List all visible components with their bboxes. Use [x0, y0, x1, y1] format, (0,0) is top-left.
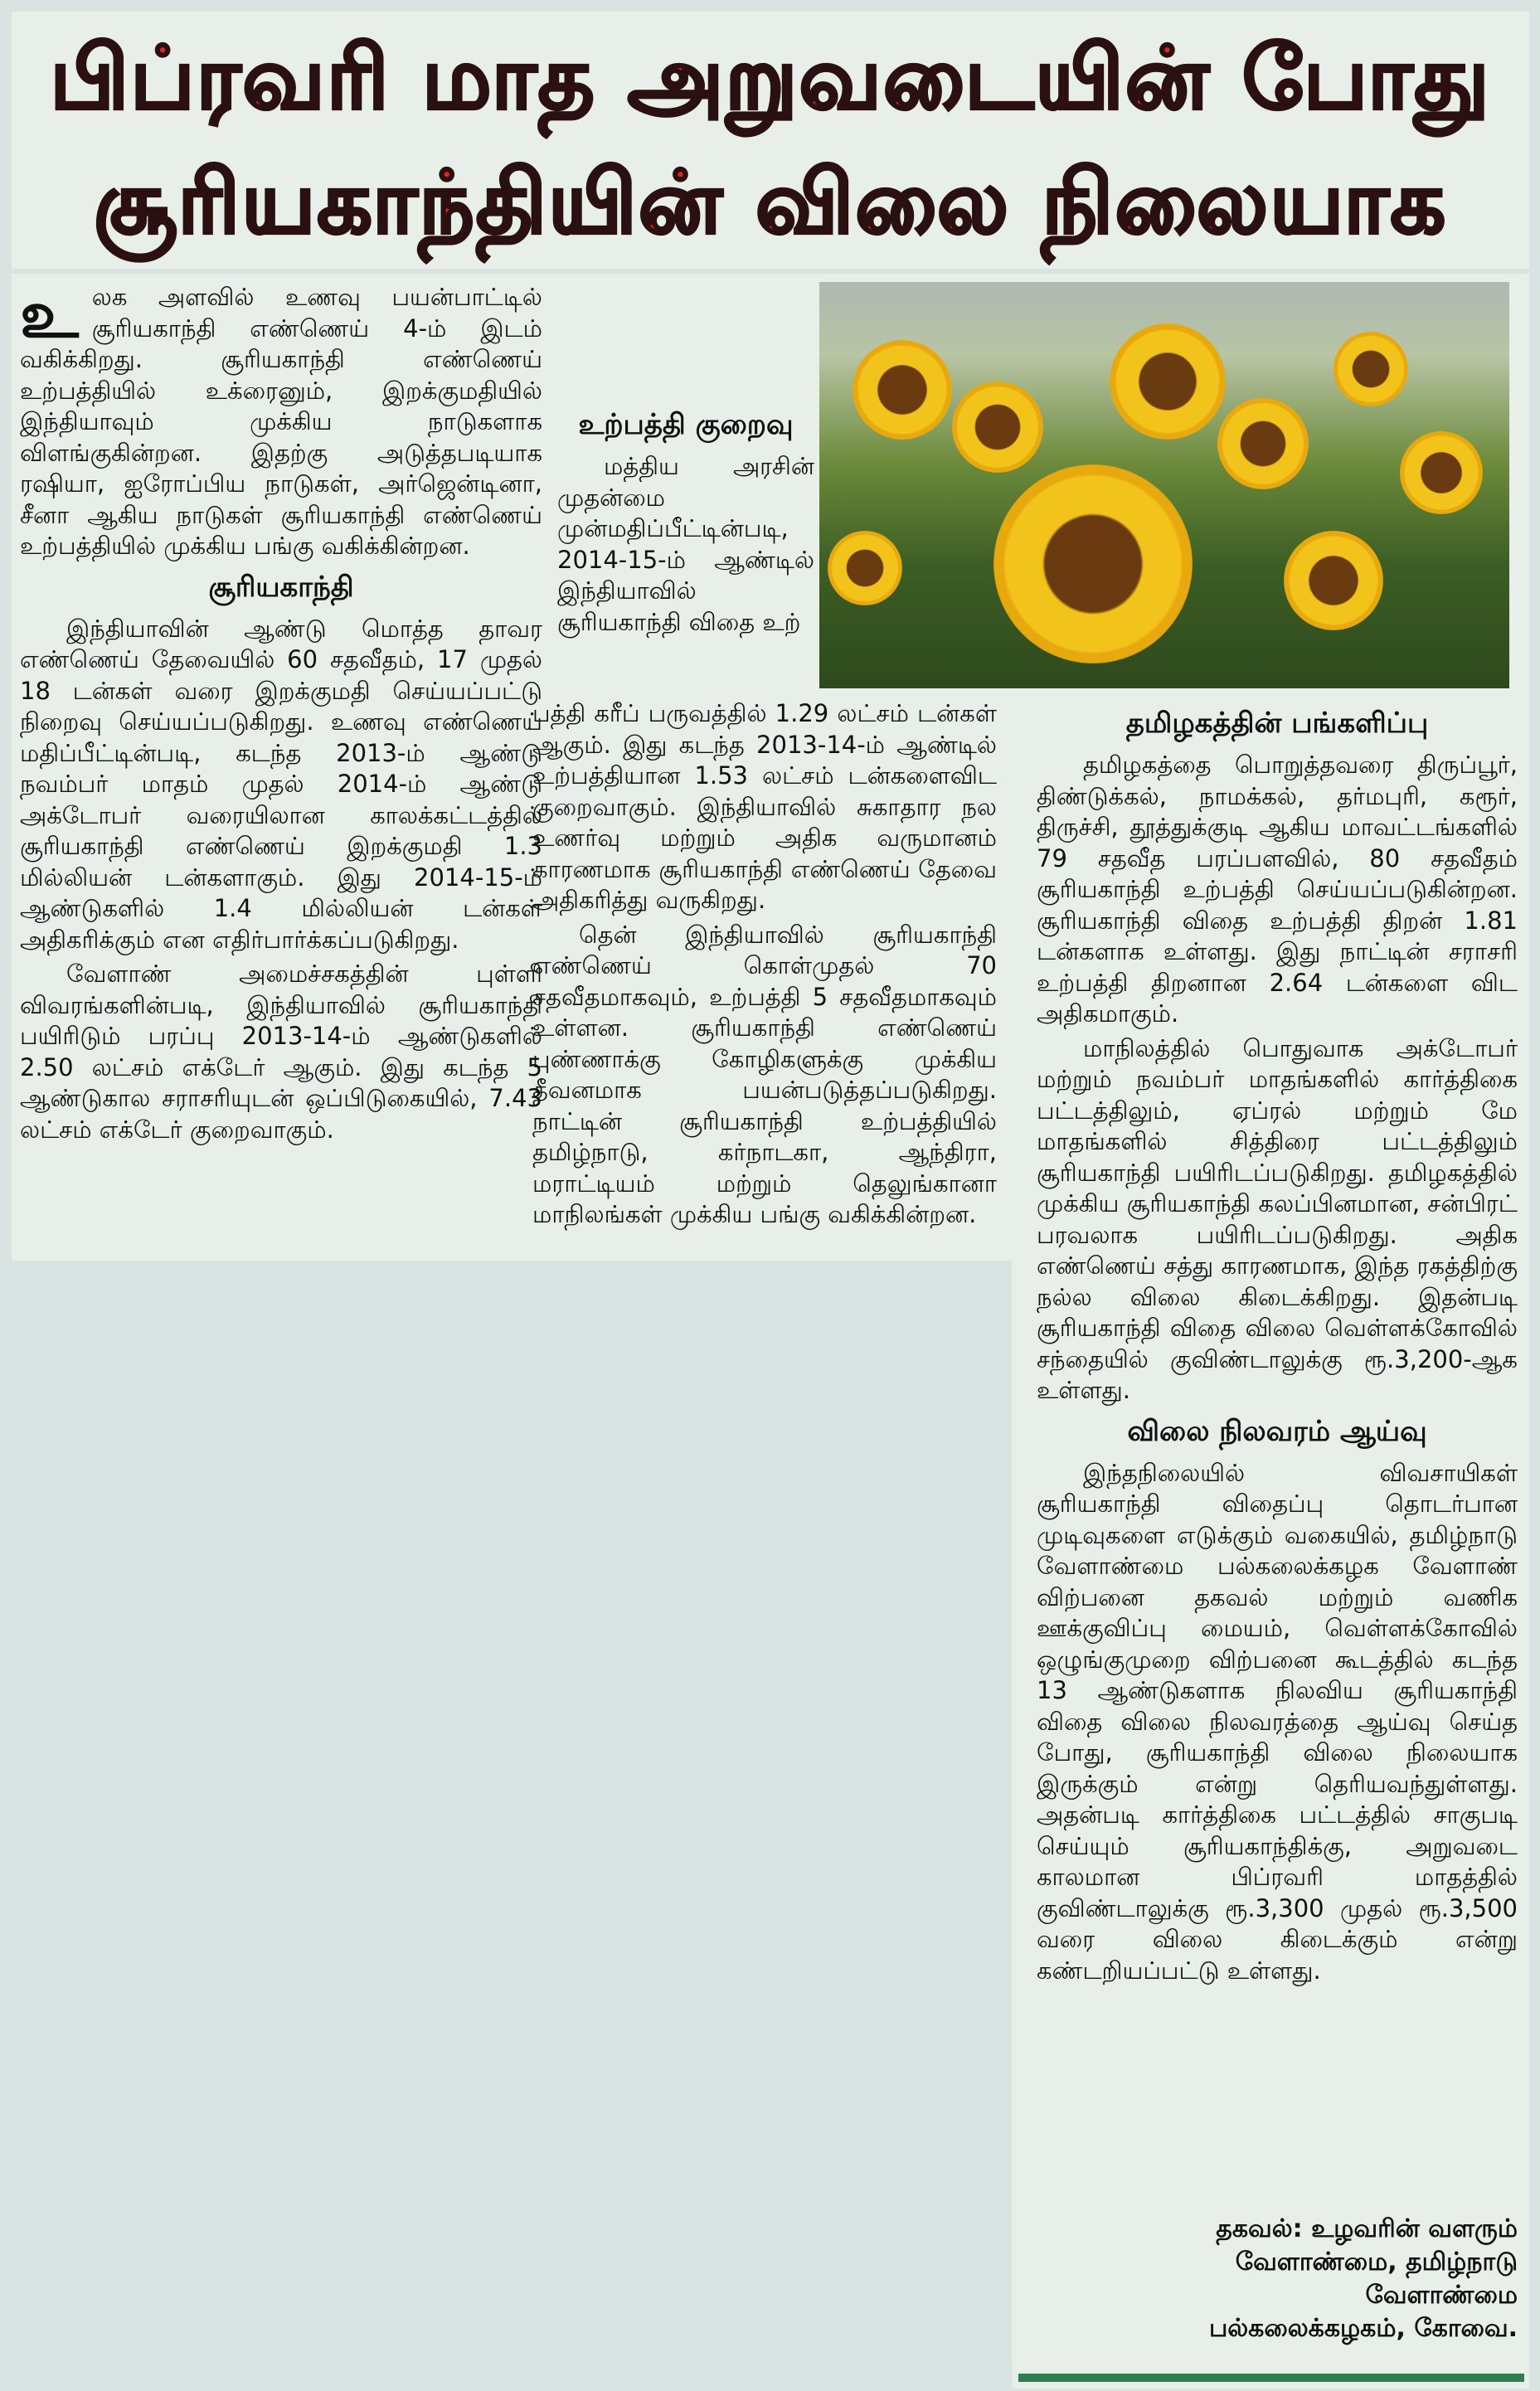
column-2-lower: [532, 698, 997, 1234]
headline-block: [12, 12, 1529, 269]
credit-line: வேளாண்மை, தமிழ்நாடு வேளாண்மை: [1235, 2248, 1518, 2310]
sunflower-field-photo: [819, 282, 1509, 688]
subheading-sunflower: சூரியகாந்தி: [208, 570, 354, 604]
column-1: [20, 278, 542, 1261]
sunflower-icon: [828, 531, 902, 605]
paragraph: மத்திய அரசின் முதன்மை முன்மதிப்பீட்டின்படி, 2014-15-ம் ஆண்டில் இந்தியாவில் சூரியகாந்தி விதை உற்: [557, 452, 814, 636]
credit-line: தகவல்: உழவரின் வளரும்: [1216, 2214, 1518, 2243]
sunflower-icon: [1334, 332, 1408, 406]
headline-line-1: பிப்ரவரி மாத அறுவடையின் போது: [50, 27, 1491, 129]
paragraph: வேளாண் அமைச்சகத்தின் புள்ளி விவரங்களின்படி, இந்தியாவில் சூரியகாந்தி பயிரிடும் பரப்பு 2013-14-ம் ஆண்டுகளில் 2.50 லட்சம் எக்டேர் ஆகும். இது கடந்த 5 ஆண்டுகால சராசரியுடன் ஒப்பிடுகையில், 7.43 லட்சம் எக்டேர் குறைவாகும்.: [20, 960, 542, 1144]
credit-line: பல்கலைக்கழகம், கோவை.: [1208, 2314, 1518, 2343]
headline-line-2: சூரியகாந்தியின் விலை நிலையாக: [93, 152, 1448, 253]
column-3: [1037, 698, 1518, 2241]
subheading-production-decline: உற்பத்தி குறைவு: [578, 408, 794, 441]
sunflower-icon: [1400, 431, 1483, 514]
subheading-price-study: விலை நிலவரம் ஆய்வு: [1127, 1414, 1427, 1448]
paragraph: பத்தி கரீப் பருவத்தில் 1.29 லட்சம் டன்கள் ஆகும். இது கடந்த 2013-14-ம் ஆண்டில் உற்பத்தியான 1.53 லட்சம் டன்களைவிட குறைவாகும். இந்தியாவில் சுகாதார நல உணர்வு மற்றும் அதிக வருமானம் காரணமாக சூரியகாந்தி எண்ணெய் தேவை அதிகரித்து வருகிறது.: [532, 699, 997, 914]
intro-text: லக அளவில் உணவு பயன்பாட்டில் சூரியகாந்தி எண்ணெய் 4-ம் இடம் வகிக்கிறது. சூரியகாந்தி எண்ணெய் உற்பத்தியில் உக்ரைனும், இறக்குமதியில் இந்தியாவும் முக்கிய நாடுகளாக விளங்குகின்றன. இதற்கு அடுத்தபடியாக ரஷியா, ஐரோப்பிய நாடுகள், அர்ஜென்டினா, சீனா ஆகிய நாடுகள் சூரியகாந்தி எண்ணெய் உற்பத்தியில் முக்கிய பங்கு வகிக்கின்றன.: [20, 283, 542, 560]
green-rule: [1018, 2374, 1524, 2382]
paragraph: இந்தநிலையில் விவசாயிகள் சூரியகாந்தி விதைப்பு தொடர்பான முடிவுகளை எடுக்கும் வகையில், தமிழ்நாடு வேளாண்மை பல்கலைக்கழக வேளாண் விற்பனை தகவல் மற்றும் வணிக ஊக்குவிப்பு மையம், வெள்ளக்கோவில் ஒழுங்குமுறை விற்பனை கூடத்தில் கடந்த 13 ஆண்டுகளாக நிலவிய சூரியகாந்தி விதை விலை நிலவரத்தை ஆய்வு செய்த போது, சூரியகாந்தி விலை நிலையாக இருக்கும் என்று தெரியவந்துள்ளது. அதன்படி கார்த்திகை பட்டத்தில் சாகுபடி செய்யும் சூரியகாந்திக்கு, அறுவடை காலமான பிப்ரவரி மாதத்தில் குவிண்டாலுக்கு ரூ.3,300 முதல் ரூ.3,500 வரை விலை கிடைக்கும் என்று கண்டறியப்பட்டு உள்ளது.: [1037, 1458, 1518, 1985]
paragraph: தமிழகத்தை பொறுத்தவரை திருப்பூர், திண்டுக்கல், நாமக்கல், தர்மபுரி, கரூர், திருச்சி, தூத்துக்குடி ஆகிய மாவட்டங்களில் 79 சதவீத பரப்பளவில், 80 சதவீதம் சூரியகாந்தி உற்பத்தி செய்யப்படுகின்றன. சூரியகாந்தி விதை உற்பத்தி திறன் 1.81 டன்களாக உள்ளது. இது நாட்டின் சராசரி உற்பத்தி திறனான 2.64 டன்களை விட அதிகமாகும்.: [1037, 751, 1518, 1028]
paragraph: இந்தியாவின் ஆண்டு மொத்த தாவர எண்ணெய் தேவையில் 60 சதவீதம், 17 முதல் 18 டன்கள் வரை இறக்குமதி செய்யப்பட்டு நிறைவு செய்யப்படுகிறது. உணவு எண்ணெய் மதிப்பீட்டின்படி, கடந்த 2013-ம் ஆண்டு நவம்பர் மாதம் முதல் 2014-ம் ஆண்டு அக்டோபர் வரையிலான காலக்கட்டத்தில் சூரியகாந்தி எண்ணெய் இறக்குமதி 1.3 மில்லியன் டன்களாகும். இது 2014-15-ம் ஆண்டுகளில் 1.4 மில்லியன் டன்கள் அதிகரிக்கும் என எதிர்பார்க்கப்படுகிறது.: [20, 614, 542, 954]
sunflower-icon: [993, 464, 1193, 663]
source-credit: [1153, 2213, 1518, 2345]
subheading-tamilnadu-contribution: தமிழகத்தின் பங்களிப்பு: [1125, 707, 1429, 740]
column-2: [557, 282, 814, 641]
paragraph: தென் இந்தியாவில் சூரியகாந்தி எண்ணெய் கொள்முதல் 70 சதவீதமாகவும், உற்பத்தி 5 சதவீதமாகவும் உள்ளன. சூரியகாந்தி எண்ணெய் புண்ணாக்கு கோழிகளுக்கு முக்கிய தீவனமாக பயன்படுத்தப்படுகிறது. நாட்டின் சூரியகாந்தி உற்பத்தியில் தமிழ்நாடு, கர்நாடகா, ஆந்திரா, மராட்டியம் மற்றும் தெலுங்கானா மாநிலங்கள் முக்கிய பங்கு வகிக்கின்றன.: [532, 920, 997, 1228]
sunflower-icon: [1217, 398, 1309, 489]
sunflower-icon: [853, 340, 952, 440]
sunflower-icon: [1284, 531, 1383, 630]
paragraph: மாநிலத்தில் பொதுவாக அக்டோபர் மற்றும் நவம்பர் மாதங்களில் கார்த்திகை பட்டத்திலும், ஏப்ரல் மற்றும் மே மாதங்களில் சித்திரை பட்டத்திலும் சூரியகாந்தி பயிரிடப்படுகிறது. தமிழகத்தில் முக்கிய சூரியகாந்தி கலப்பினமான, சன்பிரட் பரவலாக பயிரிடப்படுகிறது. அதிக எண்ணெய் சத்து காரணமாக, இந்த ரகத்திற்கு நல்ல விலை கிடைக்கிறது. இதன்படி சூரியகாந்தி விதை விலை வெள்ளக்கோவில் சந்தையில் குவிண்டாலுக்கு ரூ.3,200-ஆக உள்ளது.: [1037, 1033, 1518, 1404]
intro-paragraph: [20, 278, 542, 562]
drop-cap: உ: [20, 278, 79, 352]
sunflower-icon: [1110, 323, 1226, 440]
sunflower-icon: [952, 381, 1043, 473]
